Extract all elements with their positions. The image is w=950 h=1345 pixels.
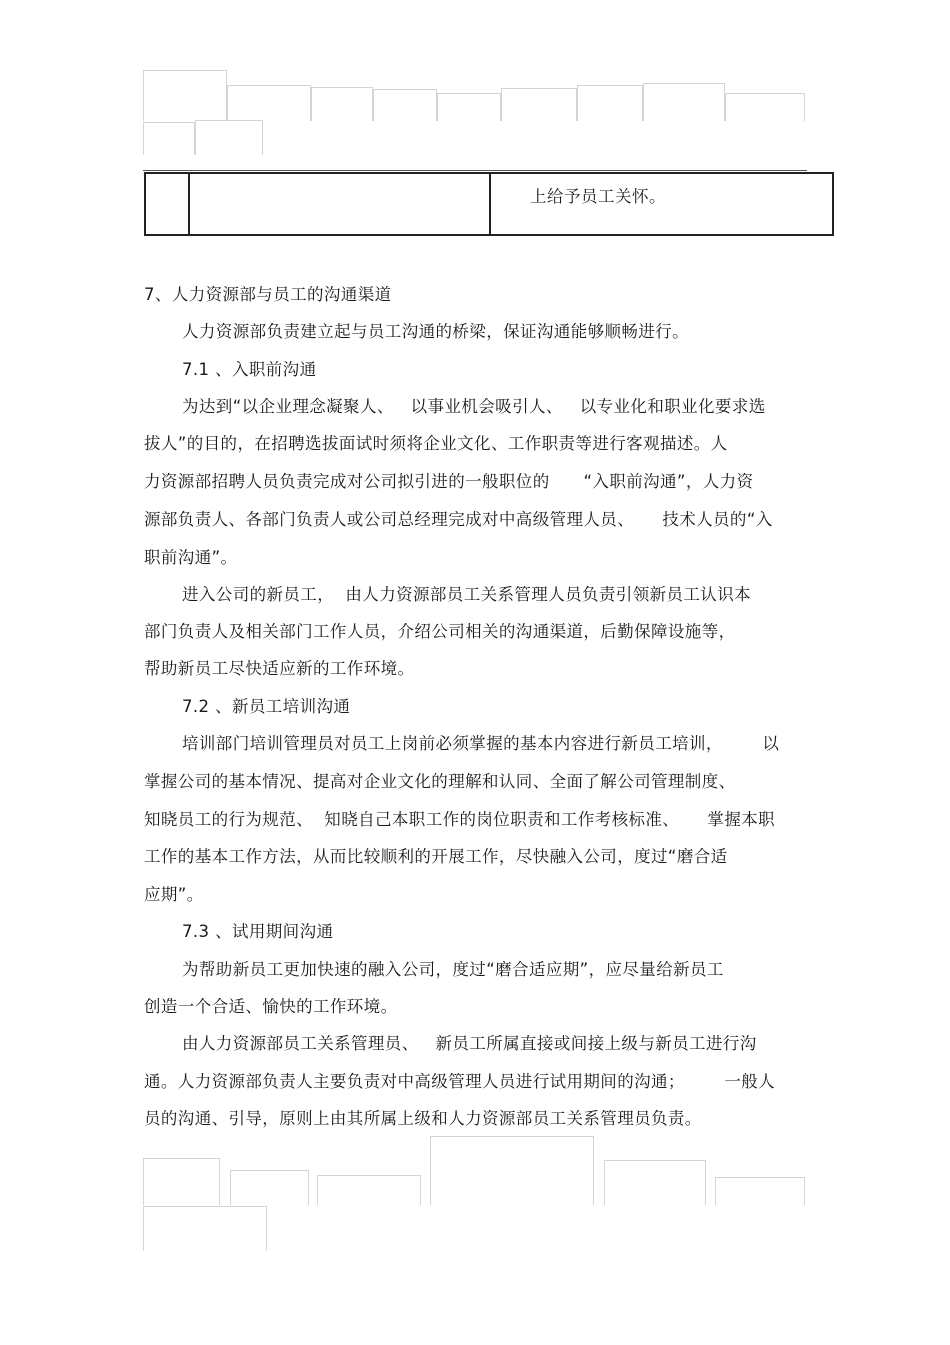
bottom-fragment-4 <box>430 1136 594 1205</box>
paragraph-line: 为达到“以企业理念凝聚人、 以事业机会吸引人、 以专业化和职业化要求选 <box>182 397 766 416</box>
paragraph-line: 帮助新员工尽快适应新的工作环境。 <box>144 659 415 678</box>
top-fragment-9 <box>725 93 805 121</box>
subsection-heading-7-2: 7.2 、新员工培训沟通 <box>182 697 351 716</box>
paragraph-line: 为帮助新员工更加快速的融入公司，度过“磨合适应期”，应尽量给新员工 <box>182 960 724 979</box>
top-fragment-7 <box>577 85 643 121</box>
top-fragment-10 <box>143 122 195 155</box>
paragraph-line: 创造一个合适、愉快的工作环境。 <box>144 997 398 1016</box>
subsection-heading-7-1: 7.1 、入职前沟通 <box>182 360 317 379</box>
header-rule <box>143 170 807 171</box>
section-heading-7: 7、人力资源部与员工的沟通渠道 <box>144 285 392 304</box>
top-fragment-8 <box>643 83 725 121</box>
bottom-fragment-6 <box>715 1177 805 1205</box>
bottom-fragment-1 <box>143 1158 220 1205</box>
table-cell-2 <box>190 174 491 234</box>
paragraph-line: 人力资源部负责建立起与员工沟通的桥梁，保证沟通能够顺畅进行。 <box>182 322 689 341</box>
paragraph-line: 通。人力资源部负责人主要负责对中高级管理人员进行试用期间的沟通； 一般人 <box>144 1072 776 1091</box>
top-fragment-2 <box>227 85 311 121</box>
table-cell-text: 上给予员工关怀。 <box>530 187 666 206</box>
paragraph-line: 进入公司的新员工， 由人力资源部员工关系管理人员负责引领新员工认识本 <box>182 585 751 604</box>
top-fragment-11 <box>195 120 263 155</box>
bottom-fragment-2 <box>230 1170 309 1205</box>
table-cell-1 <box>146 174 190 234</box>
bottom-fragment-7 <box>143 1206 267 1251</box>
paragraph-line: 部门负责人及相关部门工作人员，介绍公司相关的沟通渠道，后勤保障设施等， <box>144 622 736 641</box>
paragraph-line: 力资源部招聘人员负责完成对公司拟引进的一般职位的 “入职前沟通”，人力资 <box>144 472 754 491</box>
bottom-fragment-5 <box>604 1160 706 1205</box>
top-fragment-1 <box>143 70 227 121</box>
paragraph-line: 员的沟通、引导，原则上由其所属上级和人力资源部员工关系管理员负责。 <box>144 1109 702 1128</box>
top-fragment-3 <box>311 87 373 121</box>
paragraph-line: 拔人”的目的，在招聘选拔面试时须将企业文化、工作职责等进行客观描述。人 <box>144 434 728 453</box>
top-fragment-5 <box>437 93 501 121</box>
paragraph-line: 知晓员工的行为规范、 知晓自己本职工作的岗位职责和工作考核标准、 掌握本职 <box>144 810 776 829</box>
table-fragment <box>144 172 834 236</box>
paragraph-line: 职前沟通”。 <box>144 548 238 567</box>
paragraph-line: 应期”。 <box>144 885 204 904</box>
subsection-heading-7-3: 7.3 、试用期间沟通 <box>182 922 334 941</box>
paragraph-line: 由人力资源部员工关系管理员、 新员工所属直接或间接上级与新员工进行沟 <box>182 1034 757 1053</box>
bottom-fragment-3 <box>317 1175 421 1205</box>
top-fragment-6 <box>501 88 577 121</box>
top-fragment-4 <box>373 89 437 121</box>
paragraph-line: 工作的基本工作方法，从而比较顺利的开展工作，尽快融入公司，度过“磨合适 <box>144 847 728 866</box>
paragraph-line: 掌握公司的基本情况、提高对企业文化的理解和认同、全面了解公司管理制度、 <box>144 772 736 791</box>
paragraph-line: 培训部门培训管理员对员工上岗前必须掌握的基本内容进行新员工培训， 以 <box>182 734 780 753</box>
paragraph-line: 源部负责人、各部门负责人或公司总经理完成对中高级管理人员、 技术人员的“入 <box>144 510 773 529</box>
